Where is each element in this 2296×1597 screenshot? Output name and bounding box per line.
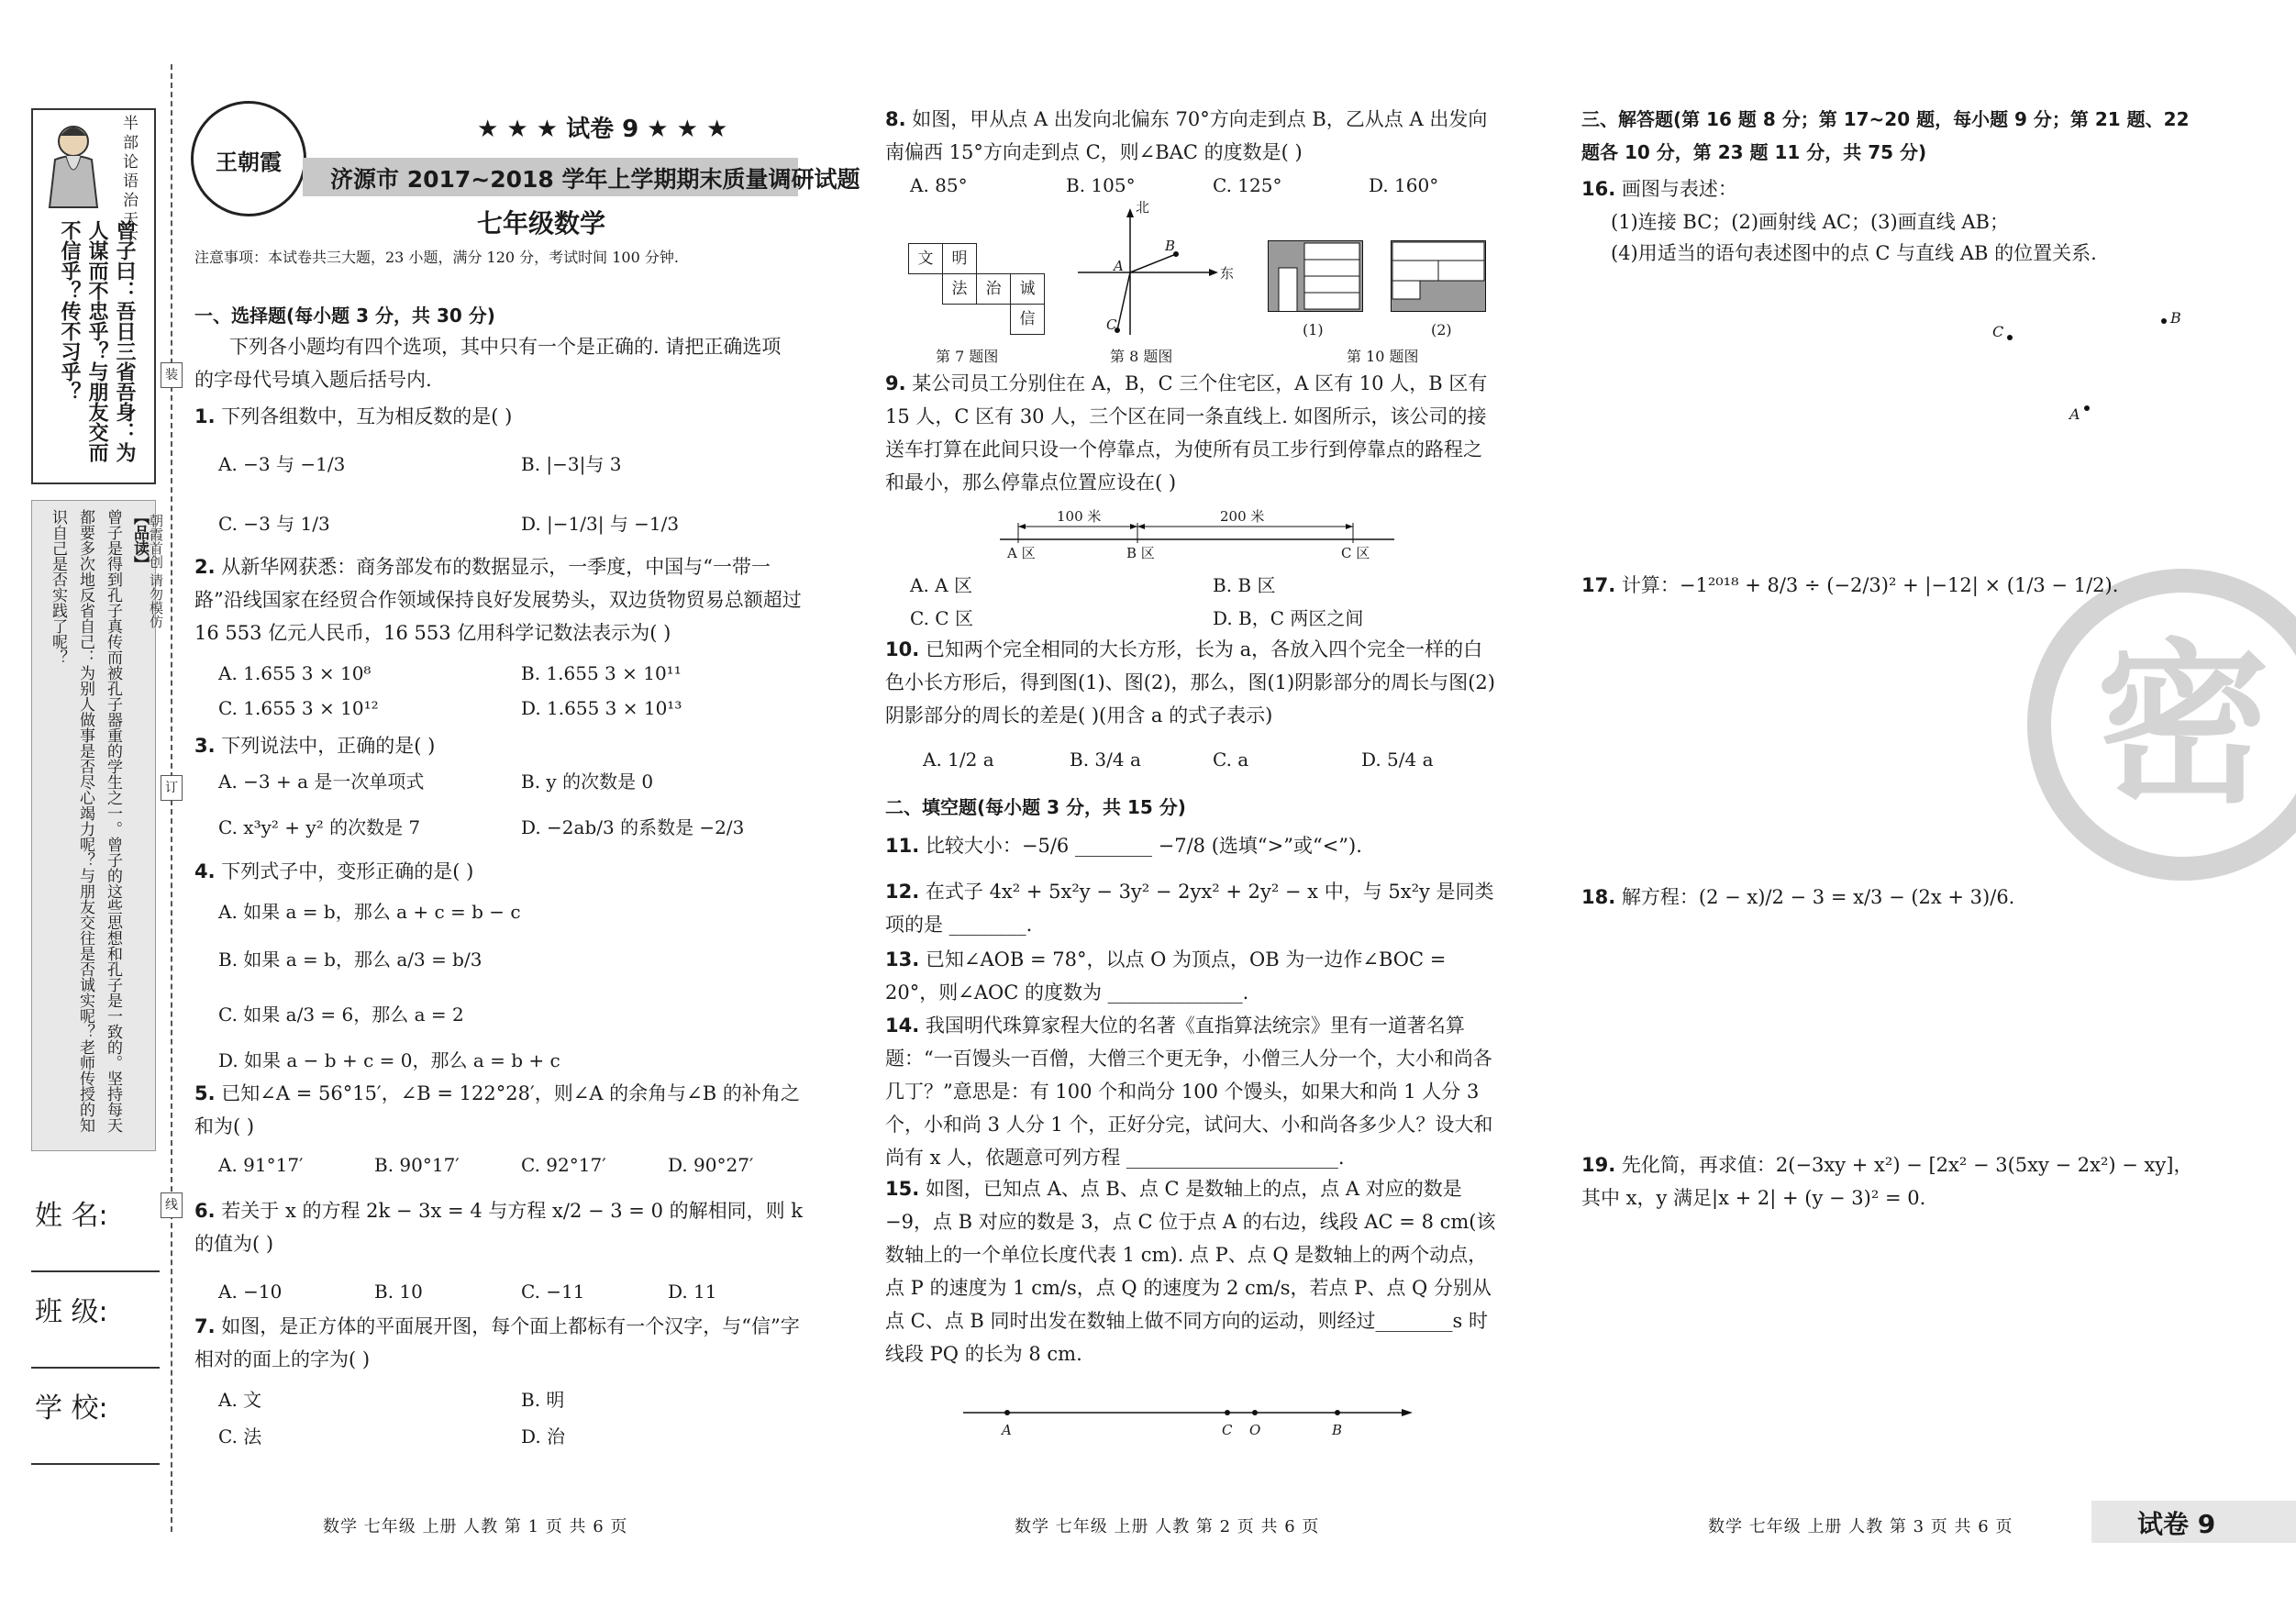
q6-option-c[interactable]: C. −11 — [521, 1281, 585, 1303]
q2-text: 从新华网获悉：商务部发布的数据显示，一季度，中国与“一带一路”沿线国家在经贸合作领域保持良好发展势头，双边货物贸易总额超过 16 553 亿元人民币，16 553 亿用科学记数法表示为( ) — [194, 556, 802, 644]
cube-face-3: 法 — [942, 273, 977, 305]
q9-label-c: C 区 — [1341, 545, 1370, 561]
seal-mark-3: 线 — [161, 1192, 183, 1218]
q17-text: 计算：−1²⁰¹⁸ + 8/3 ÷ (−2/3)² + |−12| × (1/3 − 1/2). — [1621, 574, 2119, 596]
q9-option-c[interactable]: C. C 区 — [910, 607, 973, 629]
q8-option-a[interactable]: A. 85° — [910, 174, 968, 196]
q7-number: 7. — [194, 1315, 216, 1337]
q7-option-b[interactable]: B. 明 — [521, 1389, 565, 1411]
sidebar-slogan: 半部论语治天下 — [119, 115, 138, 250]
seal-mark-1: 装 — [161, 362, 183, 388]
q4-stem — [194, 855, 800, 888]
q8-stem — [885, 103, 1500, 169]
confucius-figure — [37, 119, 110, 211]
brand-note: 朝霞首创 请勿模仿 — [148, 514, 164, 628]
q9-option-a[interactable]: A. A 区 — [910, 574, 972, 596]
fig10-sub1: (1) — [1303, 321, 1324, 338]
section2-title: 二、填空题(每小题 3 分，共 15 分) — [885, 796, 1186, 818]
exam-title: 济源市 2017~2018 学年上学期期末质量调研试题 — [330, 166, 860, 193]
q15-point-c: C — [1222, 1422, 1233, 1438]
fig10-sub2: (2) — [1431, 321, 1452, 338]
q5-number: 5. — [194, 1082, 216, 1104]
q2-option-d[interactable]: D. 1.655 3 × 10¹³ — [521, 697, 682, 719]
fig8-direction-diagram — [1073, 197, 1234, 344]
q7-option-c[interactable]: C. 法 — [218, 1425, 262, 1447]
q7-option-a[interactable]: A. 文 — [218, 1389, 262, 1411]
q13-number: 13. — [885, 948, 920, 970]
footer-page-3: 数学 七年级 上册 人教 第 3 页 共 6 页 — [1708, 1517, 2013, 1536]
q3-text: 下列说法中，正确的是( ) — [221, 735, 436, 757]
name-field[interactable] — [31, 1270, 160, 1272]
q16-point-b: B — [2170, 309, 2181, 327]
q19-text: 先化简，再求值：2(−3xy + x²) − [2x² − 3(5xy − 2x²) − xy]，其中 x，y 满足|x + 2| + (y − 3)² = 0. — [1581, 1154, 2193, 1209]
q10-number: 10. — [885, 638, 920, 660]
q3-option-d[interactable]: D. −2ab/3 的系数是 −2/3 — [521, 816, 745, 838]
fig7-caption: 第 7 题图 — [936, 348, 999, 365]
q3-number: 3. — [194, 735, 216, 757]
q16-stem — [1581, 172, 2205, 205]
q9-option-d[interactable]: D. B，C 两区之间 — [1213, 607, 1364, 629]
exam-notice: 注意事项：本试卷共三大题，23 小题，满分 120 分，考试时间 100 分钟. — [194, 249, 679, 266]
footer-page-1: 数学 七年级 上册 人教 第 1 页 共 6 页 — [323, 1517, 628, 1536]
cube-face-4: 治 — [976, 273, 1011, 305]
q2-number: 2. — [194, 556, 216, 578]
q19-number: 19. — [1581, 1154, 1616, 1176]
q8-text: 如图，甲从点 A 出发向北偏东 70°方向走到点 B，乙从点 A 出发向南偏西 15°方向走到点 C，则∠BAC 的度数是( ) — [885, 108, 1488, 163]
fig8-point-b: B — [1165, 238, 1176, 254]
q6-text: 若关于 x 的方程 2k − 3x = 4 与方程 x/2 − 3 = 0 的解相同，则 k 的值为( ) — [194, 1200, 804, 1255]
q6-stem — [194, 1194, 809, 1260]
q18 — [1581, 881, 2205, 914]
q16-point-c-dot — [2007, 335, 2013, 340]
q3-stem — [194, 729, 800, 762]
q19 — [1581, 1148, 2205, 1214]
q10-option-d[interactable]: D. 5/4 a — [1361, 749, 1434, 771]
q4-option-d[interactable]: D. 如果 a − b + c = 0，那么 a = b + c — [218, 1049, 560, 1071]
q15 — [885, 1172, 1500, 1370]
q12-number: 12. — [885, 881, 920, 903]
q16-text: 画图与表述： — [1621, 178, 1737, 200]
q1-text: 下列各组数中，互为相反数的是( ) — [221, 405, 513, 427]
cube-face-5: 诚 — [1010, 273, 1045, 305]
fig8-caption: 第 8 题图 — [1110, 348, 1173, 365]
brand-logo — [191, 101, 306, 216]
q9-number: 9. — [885, 372, 906, 394]
q14 — [885, 1009, 1500, 1174]
q18-text: 解方程：(2 − x)/2 − 3 = x/3 − (2x + 3)/6. — [1621, 886, 2015, 908]
q1-number: 1. — [194, 405, 216, 427]
q9-label-a: A 区 — [1007, 545, 1036, 561]
q11-number: 11. — [885, 835, 920, 857]
q3-option-a[interactable]: A. −3 + a 是一次单项式 — [218, 771, 425, 793]
q3-option-b[interactable]: B. y 的次数是 0 — [521, 771, 654, 793]
q10-option-b[interactable]: B. 3/4 a — [1070, 749, 1141, 771]
q8-option-d[interactable]: D. 160° — [1369, 174, 1439, 196]
q5-option-a[interactable]: A. 91°17′ — [218, 1154, 304, 1176]
name-label: 姓 名: — [35, 1200, 108, 1232]
q1-option-b[interactable]: B. |−3|与 3 — [521, 453, 622, 475]
q7-stem — [194, 1310, 809, 1376]
q1-stem — [194, 400, 800, 433]
q6-number: 6. — [194, 1200, 216, 1222]
subject-title: 七年级数学 — [477, 208, 606, 238]
class-field[interactable] — [31, 1367, 160, 1369]
q9-stem — [885, 367, 1500, 499]
q10-text: 已知两个完全相同的大长方形，长为 a，各放入四个完全一样的白色小长方形后，得到图(1)、图(2)，那么，图(1)阴影部分的周长与图(2)阴影部分的周长的差是( )(用含 a 的式子表示) — [885, 638, 1495, 726]
q17 — [1581, 569, 2205, 602]
q6-option-b[interactable]: B. 10 — [374, 1281, 423, 1303]
q7-text: 如图，是正方体的平面展开图，每个面上都标有一个汉字，与“信”字相对的面上的字为( ) — [194, 1315, 800, 1370]
star-icon: ★ ★ ★ — [638, 116, 728, 143]
q16-point-a: A — [2069, 405, 2080, 423]
q10-stem — [885, 633, 1500, 732]
q4-option-c[interactable]: C. 如果 a/3 = 6，那么 a = 2 — [218, 1004, 464, 1026]
q6-option-a[interactable]: A. −10 — [218, 1281, 283, 1303]
q5-text: 已知∠A = 56°15′，∠B = 122°28′，则∠A 的余角与∠B 的补角之和为( ) — [194, 1082, 800, 1137]
q15-text: 如图，已知点 A、点 B、点 C 是数轴上的点，点 A 对应的数是 −9，点 B 对应的数是 3，点 C 位于点 A 的右边，线段 AC = 8 cm(该数轴上的一个单位长度代表 1 cm). 点 P、点 Q 是数轴上的两个动点，点 P 的速度为 1 cm/s，点 Q 的速度为 2 cm/s，若点 P、点 Q 分别从点 C、点 B 同时出发在数轴上做不同方向的运动，则经过________s 时线段 PQ 的长为 8 cm. — [885, 1178, 1496, 1365]
q8-option-c[interactable]: C. 125° — [1213, 174, 1282, 196]
sidebar-reading-title: 【品读】 — [130, 509, 149, 571]
q15-point-a: A — [1002, 1422, 1012, 1438]
section1-intro: 下列各小题均有四个选项，其中只有一个是正确的. 请把正确选项的字母代号填入题后括号内. — [194, 336, 782, 391]
q5-option-b[interactable]: B. 90°17′ — [374, 1154, 460, 1176]
q16-point-c: C — [1992, 323, 2004, 340]
q9-distance-1: 100 米 — [1057, 508, 1102, 525]
q16-point-b-dot — [2161, 318, 2167, 324]
q16-line2: (4)用适当的语句表述图中的点 C 与直线 AB 的位置关系. — [1611, 242, 2097, 264]
q12 — [885, 875, 1500, 941]
q5-option-d[interactable]: D. 90°27′ — [668, 1154, 754, 1176]
q4-number: 4. — [194, 860, 216, 882]
q2-option-a[interactable]: A. 1.655 3 × 10⁸ — [218, 662, 372, 684]
q8-number: 8. — [885, 108, 906, 130]
cube-face-6: 信 — [1010, 304, 1045, 335]
school-field[interactable] — [31, 1463, 160, 1465]
q7-option-d[interactable]: D. 治 — [521, 1425, 566, 1447]
q11 — [885, 829, 1500, 862]
q9-text: 某公司员工分别住在 A，B，C 三个住宅区，A 区有 10 人，B 区有 15 人，C 区有 30 人，三个区在同一条直线上. 如图所示，该公司的接送车打算在此间只设一个停靠点，为使所有员工步行到停靠点的路程之和最小，那么停靠点位置应设在( ) — [885, 372, 1488, 494]
q10-option-a[interactable]: A. 1/2 a — [923, 749, 994, 771]
q2-stem — [194, 550, 809, 649]
star-icon: ★ ★ ★ — [477, 116, 567, 143]
watermark-seal — [2027, 569, 2296, 881]
footer-page-2: 数学 七年级 上册 人教 第 2 页 共 6 页 — [1015, 1517, 1320, 1536]
q1-option-d[interactable]: D. |−1/3| 与 −1/3 — [521, 513, 680, 535]
q9-option-b[interactable]: B. B 区 — [1213, 574, 1276, 596]
q1-option-a[interactable]: A. −3 与 −1/3 — [218, 453, 346, 475]
q5-stem — [194, 1077, 809, 1143]
q3-option-c[interactable]: C. x³y² + y² 的次数是 7 — [218, 816, 421, 838]
fig8-east-label: 东 — [1220, 265, 1235, 282]
q6-option-d[interactable]: D. 11 — [668, 1281, 717, 1303]
q11-text: 比较大小：−5/6 ________ −7/8 (选填“>”或“<”). — [925, 835, 1362, 857]
seal-mark-2: 订 — [161, 775, 183, 801]
cube-face-2: 明 — [942, 243, 977, 274]
q9-label-b: B 区 — [1126, 545, 1155, 561]
q16-point-a-dot — [2084, 405, 2090, 411]
q16-line1: (1)连接 BC；(2)画射线 AC；(3)画直线 AB； — [1611, 211, 2009, 233]
fig10-caption: 第 10 题图 — [1347, 348, 1419, 365]
brand-logo-text: 王朝霞 — [216, 149, 282, 175]
q14-number: 14. — [885, 1015, 920, 1037]
q1-option-c[interactable]: C. −3 与 1/3 — [218, 513, 330, 535]
q13 — [885, 943, 1500, 1009]
q8-option-b[interactable]: B. 105° — [1066, 174, 1136, 196]
q4-option-a[interactable]: A. 如果 a = b，那么 a + c = b − c — [218, 901, 521, 923]
cube-face-1: 文 — [908, 243, 943, 274]
q10-option-c[interactable]: C. a — [1213, 749, 1249, 771]
q2-option-b[interactable]: B. 1.655 3 × 10¹¹ — [521, 662, 682, 684]
q17-number: 17. — [1581, 574, 1616, 596]
fig7-cube-net — [908, 243, 1064, 344]
sidebar-reading-text: 曾子是得到孔子真传而被孔子器重的学生之一。曾子的这些思想和孔子是一致的。坚持每天都要多次地反省自己：为别人做事是否尽心竭力呢？与朋友交往是否诚实呢？老师传授的知识自己是否实践了呢？ — [49, 509, 122, 1133]
watermark-character: 密 — [2095, 624, 2270, 826]
q15-point-b: B — [1332, 1422, 1343, 1438]
sidebar-quote: 曾子曰：吾日三省吾身：为人谋而不忠乎？与朋友交而不信乎？传不习乎？ — [58, 220, 136, 462]
q9-line-diagram — [1000, 506, 1394, 561]
fig8-point-a: A — [1114, 258, 1124, 274]
sidebar — [0, 0, 178, 1597]
q15-number: 15. — [885, 1178, 920, 1200]
fig10-rect-2 — [1391, 240, 1486, 312]
footer-tag: 试卷 9 — [2137, 1509, 2216, 1539]
class-label: 班 级: — [35, 1296, 108, 1328]
q4-option-b[interactable]: B. 如果 a = b，那么 a/3 = b/3 — [218, 948, 482, 970]
q2-option-c[interactable]: C. 1.655 3 × 10¹² — [218, 697, 379, 719]
section1-title: 一、选择题(每小题 3 分，共 30 分) — [194, 305, 495, 327]
q4-text: 下列式子中，变形正确的是( ) — [221, 860, 474, 882]
paper-number: ★ ★ ★ 试卷 9 ★ ★ ★ — [477, 116, 728, 143]
fig8-point-c: C — [1106, 316, 1117, 333]
q9-distance-2: 200 米 — [1220, 508, 1265, 525]
q5-option-c[interactable]: C. 92°17′ — [521, 1154, 606, 1176]
q18-number: 18. — [1581, 886, 1616, 908]
fig10-rect-1 — [1268, 240, 1363, 312]
section3-title: 三、解答题(第 16 题 8 分；第 17~20 题，每小题 9 分；第 21 题、22 题各 10 分，第 23 题 11 分，共 75 分) — [1581, 108, 2190, 163]
q13-text: 已知∠AOB = 78°，以点 O 为顶点，OB 为一边作∠BOC = 20°，则∠AOC 的度数为 ______________. — [885, 948, 1447, 1004]
q14-text: 我国明代珠算家程大位的名著《直指算法统宗》里有一道著名算题：“一百馒头一百僧，大僧三个更无争，小僧三人分一个，大小和尚各几丁？”意思是：有 100 个和尚分 100 个馒头，如果大和尚 1 人分 3 个，小和尚 3 人分 1 个，正好分完，试问大、小和尚各多少人？设大和尚有 x 人，依题意可列方程 ______________________. — [885, 1015, 1493, 1169]
q15-number-line — [963, 1403, 1413, 1440]
q12-text: 在式子 4x² + 5x²y − 3y² − 2yx² + 2y² − x 中，与 5x²y 是同类项的是 ________. — [885, 881, 1494, 936]
school-label: 学 校: — [35, 1392, 108, 1425]
q15-point-o: O — [1249, 1422, 1261, 1438]
fig8-north-label: 北 — [1136, 199, 1150, 216]
q16-number: 16. — [1581, 178, 1616, 200]
